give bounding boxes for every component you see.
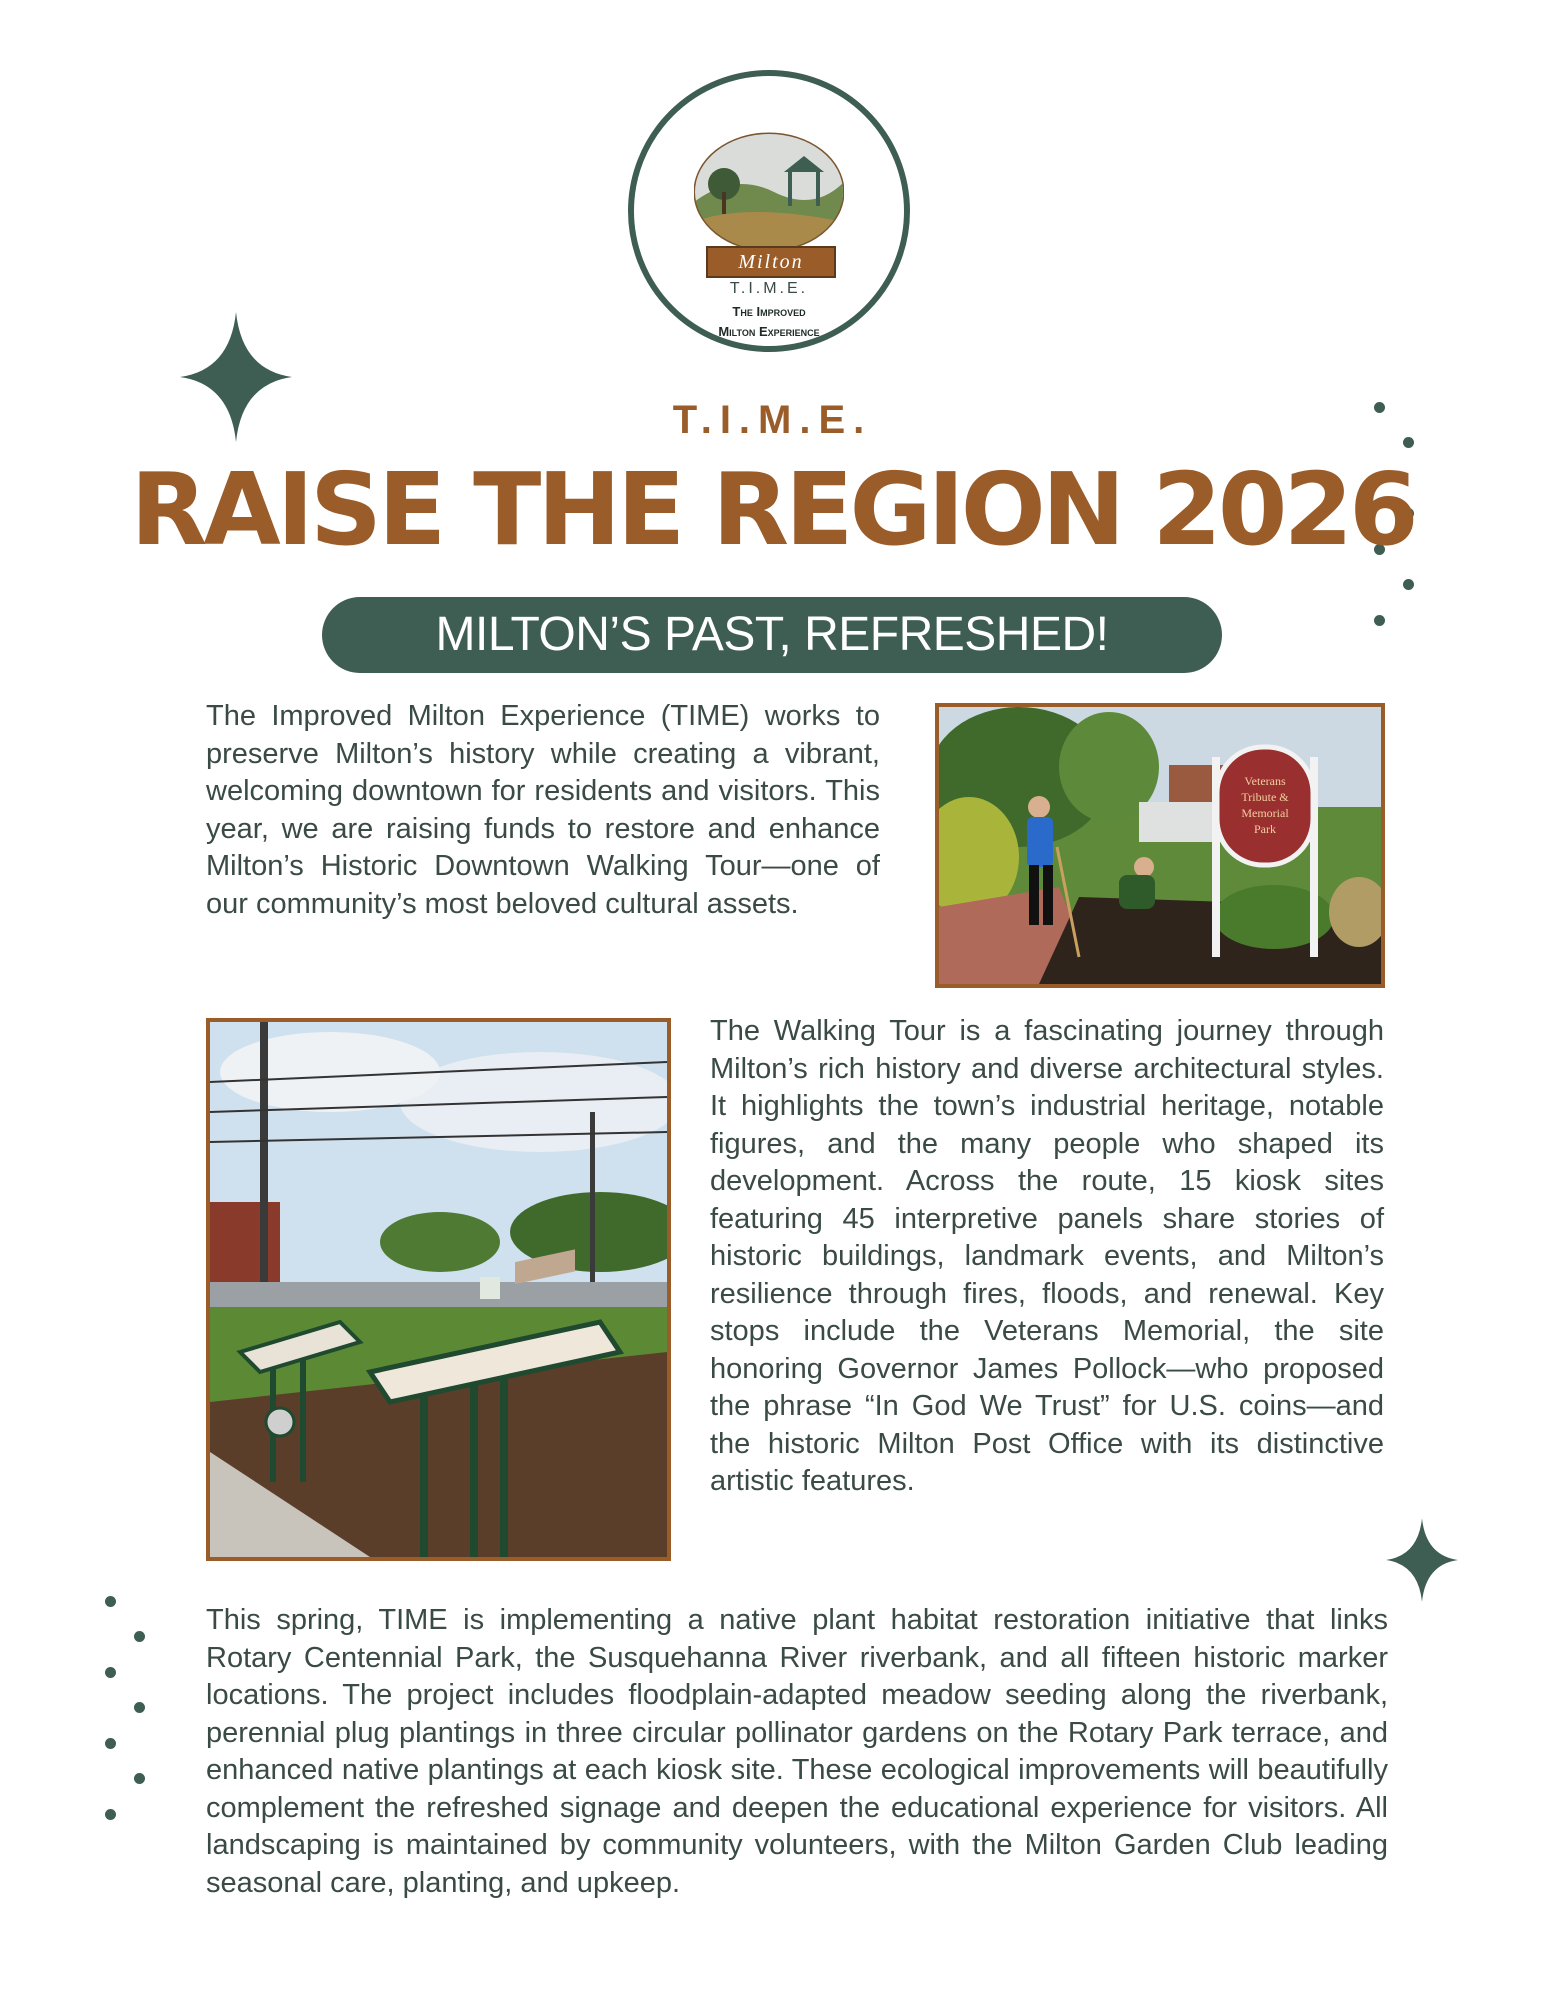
logo-tagline-line1: The Improved	[732, 304, 806, 319]
walking-tour-paragraph: The Walking Tour is a fascinating journey through Milton’s rich history and diverse architectural styles. It highlights the town’s industrial heritage, notable figures, and the many people who shaped its development. Across the route, 15 kiosk sites featuring 45 interpretive panels share stories of historic buildings, landmark events, and Milton’s resilience through fires, floods, and renewal. Key stops include the Veterans Memorial, the site honoring Governor James Pollock—who proposed the phrase “In God We Trust” for U.S. coins—and the historic Milton Post Office with its distinctive artistic features.	[710, 1015, 1384, 1497]
decorative-dot	[105, 1738, 116, 1749]
page-title: RAISE THE REGION 2026	[130, 451, 1415, 568]
intro-paragraph: The Improved Milton Experience (TIME) works to preserve Milton’s history while creating a vibrant, welcoming downtown for residents and visitors. This year, we are raising funds to restore and enhance Milton’s Historic Downtown Walking Tour—one of our community’s most beloved cultural assets.	[206, 700, 880, 920]
logo-badge	[628, 70, 910, 352]
logo-name: Milton	[706, 246, 836, 278]
sign-line4: Park	[1254, 822, 1276, 836]
volunteers-gardening-photo	[935, 703, 1385, 988]
sign-line3: Memorial	[1241, 806, 1289, 820]
decorative-dot	[1374, 615, 1385, 626]
logo-acronym: T.I.M.E.	[729, 280, 809, 297]
subtitle-banner: MILTON’S PAST, REFRESHED!	[322, 597, 1222, 673]
sparkle-star-icon	[1386, 1518, 1458, 1602]
decorative-dot	[105, 1596, 116, 1607]
decorative-dot	[105, 1667, 116, 1678]
logo-tagline-line2: Milton Experience	[718, 324, 820, 339]
decorative-dot	[134, 1702, 145, 1713]
park-pavilion-icon	[694, 122, 844, 252]
kicker-title: T.I.M.E.	[672, 398, 873, 442]
decorative-dot	[1403, 579, 1414, 590]
decorative-dot	[134, 1631, 145, 1642]
kiosk-panels-photo	[206, 1018, 671, 1561]
decorative-dot	[105, 1809, 116, 1820]
sign-line1: Veterans	[1244, 774, 1286, 788]
habitat-paragraph: This spring, TIME is implementing a native plant habitat restoration initiative that links Rotary Centennial Park, the Susquehanna River riverbank, and all fifteen historic marker locations. The project includes floodplain-adapted meadow seeding along the riverbank, perennial plug plantings in three circular pollinator gardens on the Rotary Park terrace, and enhanced native plantings at each kiosk site. These ecological improvements will beautifully complement the refreshed signage and deepen the educational experience for visitors. All landscaping is maintained by community volunteers, with the Milton Garden Club leading seasonal care, planting, and upkeep.	[206, 1604, 1388, 1899]
decorative-dot	[134, 1773, 145, 1784]
sign-line2: Tribute &	[1241, 790, 1289, 804]
